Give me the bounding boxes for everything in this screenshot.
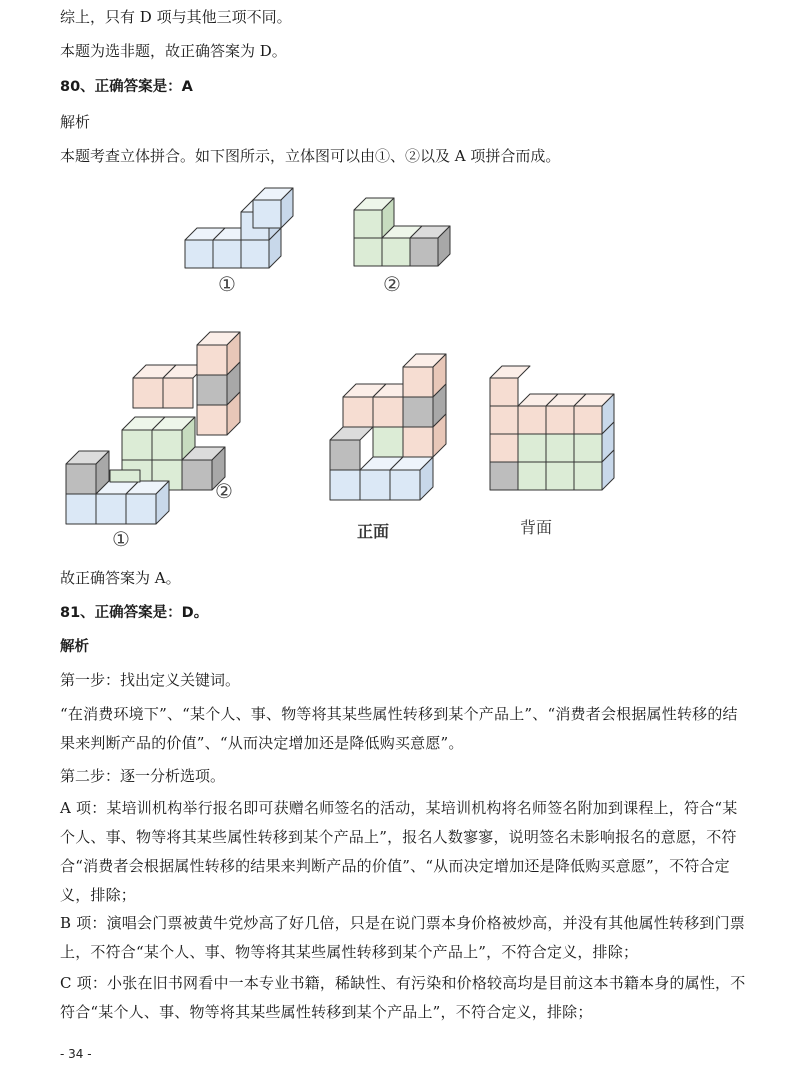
q80-answer: 故正确答案为 A。 — [60, 569, 181, 587]
exploded-piece-1-label: ① — [112, 527, 130, 551]
q80-analysis-label: 解析 — [60, 113, 91, 131]
q80-title: 80、正确答案是：A — [60, 79, 193, 95]
front-view-assembly — [330, 354, 446, 500]
q81-analysis-label: 解析 — [60, 639, 89, 655]
piece-1-label: ① — [218, 272, 236, 296]
option-b: B 项：演唱会门票被黄牛党炒高了好几倍，只是在说门票本身价格被炒高，并没有其他属性转移到门票上，不符合“某个人、事、物等将其某些属性转移到某个产品上”，不符合定义，排除； — [60, 914, 745, 961]
back-view-caption: 背面 — [520, 518, 553, 537]
definition-keywords: “在消费环境下”、“某个人、事、物等将其某些属性转移到某个产品上”、“消费者会根据属性转移的结果来判断产品的价值”、“从而决定增加还是降低购买意愿”。 — [60, 705, 738, 752]
option-c: C 项：小张在旧书网看中一本专业书籍，稀缺性、有污染和价格较高均是目前这本书籍本身的属性，不符合“某个人、事、物等将其某些属性转移到某个产品上”，不符合定义，排除； — [60, 974, 746, 1021]
back-view-assembly — [490, 366, 614, 490]
front-view-caption: 正面 — [357, 522, 390, 541]
answer-line: 本题为选非题，故正确答案为 D。 — [60, 42, 287, 60]
option-a: A 项：某培训机构举行报名即可获赠名师签名的活动，某培训机构将名师签名附加到课程上，符合“某个人、事、物等将其某些属性转移到某个产品上”，报名人数寥寥，说明签名未影响报名的意愿，不符合“消费者会根据属性转移的结果来判断产品的价值”、“从而决定增加还是降低购买意愿”，不符合定义，排除； — [60, 799, 738, 904]
piece-1-cubes — [185, 188, 293, 268]
step-2: 第二步：逐一分析选项。 — [60, 767, 226, 785]
conclusion-line: 综上，只有 D 项与其他三项不同。 — [60, 8, 292, 26]
q80-description: 本题考查立体拼合。如下图所示，立体图可以由①、②以及 A 项拼合而成。 — [60, 147, 561, 165]
step-1: 第一步：找出定义关键词。 — [60, 671, 241, 689]
exploded-piece-2-label: ② — [215, 479, 233, 503]
page-number: - 34 - — [60, 1047, 92, 1061]
piece-2-cubes — [354, 198, 450, 266]
piece-2-label: ② — [383, 272, 401, 296]
exploded-assembly — [66, 332, 240, 524]
q81-title: 81、正确答案是：D。 — [60, 605, 209, 621]
